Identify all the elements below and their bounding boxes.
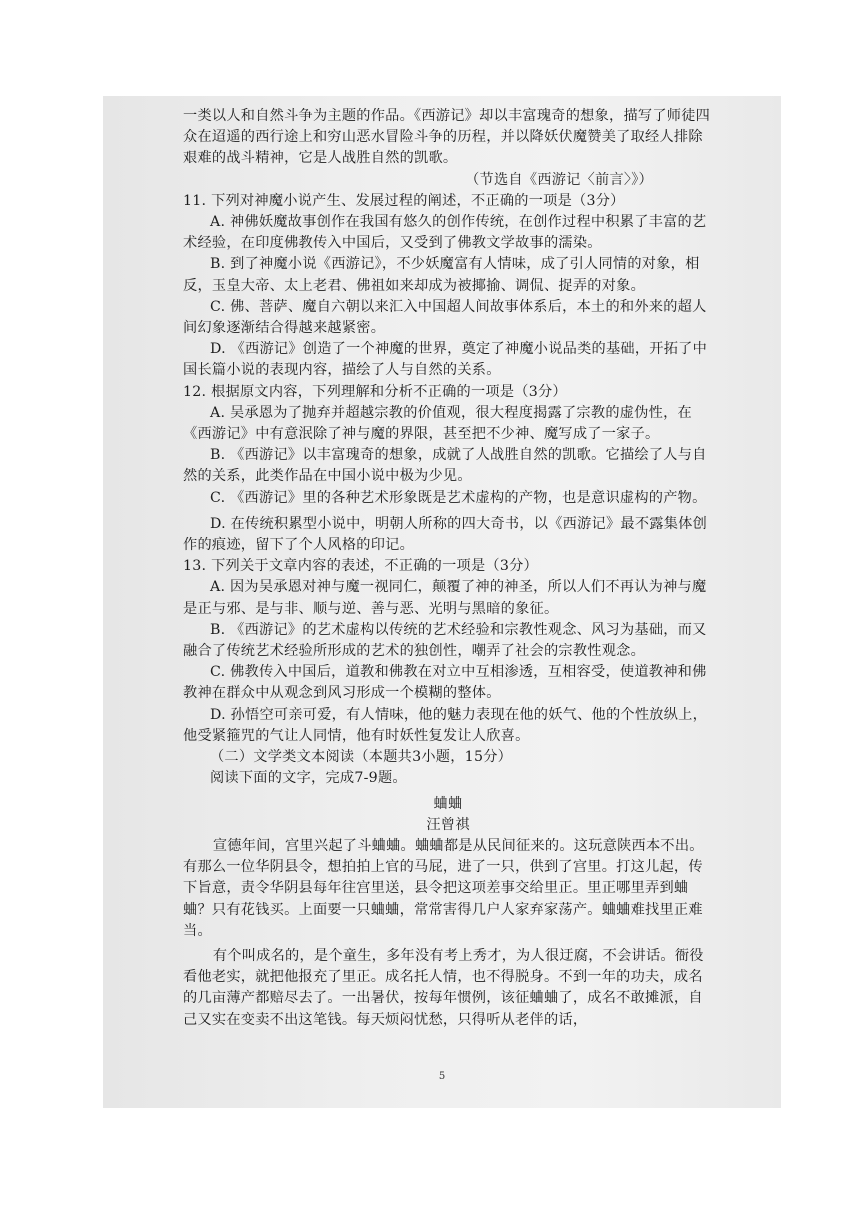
section-heading: （二）文学类文本阅读（本题共3小题，15分） [209,749,513,766]
page-content [183,106,713,1031]
reading-instruction: 阅读下面的文字，完成7-9题。 [209,770,407,787]
q12-option-a: A. 吴承恩为了抛弃并超越宗教的价值观，很大程度揭露了宗教的虚伪性，在《西游记》中有意泯除了神与魔的界限，甚至把不少神、魔写成了一家子。 [183,404,692,443]
q11-option-b: B. 到了神魔小说《西游记》，不少妖魔富有人情味，成了引人同情的对象，相反，玉皇大帝、太上老君、佛祖如来却成为被揶揄、调侃、捉弄的对象。 [183,256,700,294]
q13-option-c: C. 佛教传入中国后，道教和佛教在对立中互相渗透，互相容受，使道教神和佛教神在群众中从观念到风习形成一个模糊的整体。 [183,664,707,702]
q12-option-c: C. 《西游记》里的各种艺术形象既是艺术虚构的产物，也是意识虚构的产物。 [209,489,707,506]
q11-option-d: D. 《西游记》创造了一个神魔的世界，奠定了神魔小说品类的基础，开拓了中国长篇小说的表现内容，描绘了人与自然的关系。 [183,341,708,379]
q11-option-a: A. 神佛妖魔故事创作在我国有悠久的创作传统，在创作过程中积累了丰富的艺术经验，在印度佛教传入中国后，又受到了佛教文学故事的濡染。 [183,214,707,252]
story-paragraph-2: 有个叫成名的，是个童生，多年没有考上秀才，为人很迂腐，不会讲话。衙役看他老实，就把他报充了里正。成名托人情，也不得脱身。不到一年的功夫，成名的几亩薄产都赔尽去了。一出暑伏，按每年惯例，该征蛐蛐了，成名不敢摊派，自己又实在变卖不出这笔钱。每天烦闷忧愁，只得听从老伴的话， [183,947,704,1028]
q12-option-b: B. 《西游记》以丰富瑰奇的想象，成就了人战胜自然的凯歌。它描绘了人与自然的关系，此类作品在中国小说中极为少见。 [183,447,707,485]
story-author: 汪曾祺 [426,816,470,833]
q13-option-a: A. 因为吴承恩对神与魔一视同仁，颠覆了神的神圣，所以人们不再认为神与魔是正与邪、是与非、顺与逆、善与恶、光明与黑暗的象征。 [183,579,707,617]
question-12: 12. 根据原文内容，下列理解和分析不正确的一项是（3分） [183,383,567,400]
scanned-page [103,96,781,1108]
q12-option-d: D. 在传统积累型小说中，明朝人所称的四大奇书，以《西游记》最不露集体创作的痕迹，留下了个人风格的印记。 [183,515,708,554]
q13-option-d: D. 孙悟空可亲可爱，有人情味，他的魅力表现在他的妖气、他的个性放纵上，他受紧箍咒的气让人同情，他有时妖性复发让人欣喜。 [183,706,708,744]
q11-option-c: C. 佛、菩萨、魔自六朝以来汇入中国超人间故事体系后，本土的和外来的超人间幻象逐渐结合得越来越紧密。 [183,298,707,337]
question-13: 13. 下列关于文章内容的表述，不正确的一项是（3分） [183,558,538,575]
intro-paragraph: 一类以人和自然斗争为主题的作品。《西游记》却以丰富瑰奇的想象，描写了师徒四众在迢遥的西行途上和穷山恶水冒险斗争的历程，并以降妖伏魔赞美了取经人排除艰难的战斗精神，它是人战胜自然的凯歌。 [183,108,711,167]
source-citation: （节选自《西游记〈前言〉》） [465,171,653,188]
story-title: 蛐蛐 [433,795,463,812]
q13-option-b: B. 《西游记》的艺术虚构以传统的艺术经验和宗教性观念、风习为基础，而又融合了传统艺术经验所形成的艺术的独创性，嘲弄了社会的宗教性观念。 [183,621,707,660]
question-11: 11. 下列对神魔小说产生、发展过程的阐述，不正确的一项是（3分） [183,192,625,209]
story-paragraph-1: 宣德年间，宫里兴起了斗蛐蛐。蛐蛐都是从民间征来的。这玩意陕西本不出。有那么一位华阴县令，想拍拍上官的马屁，进了一只，供到了宫里。打这儿起，传下旨意，责令华阴县每年往宫里送，县令把这项差事交给里正。里正哪里弄到蛐蛐？只有花钱买。上面要一只蛐蛐，常常害得几户人家弃家荡产。蛐蛐难找里正难当。 [183,837,704,939]
page-number: 5 [438,1071,446,1082]
